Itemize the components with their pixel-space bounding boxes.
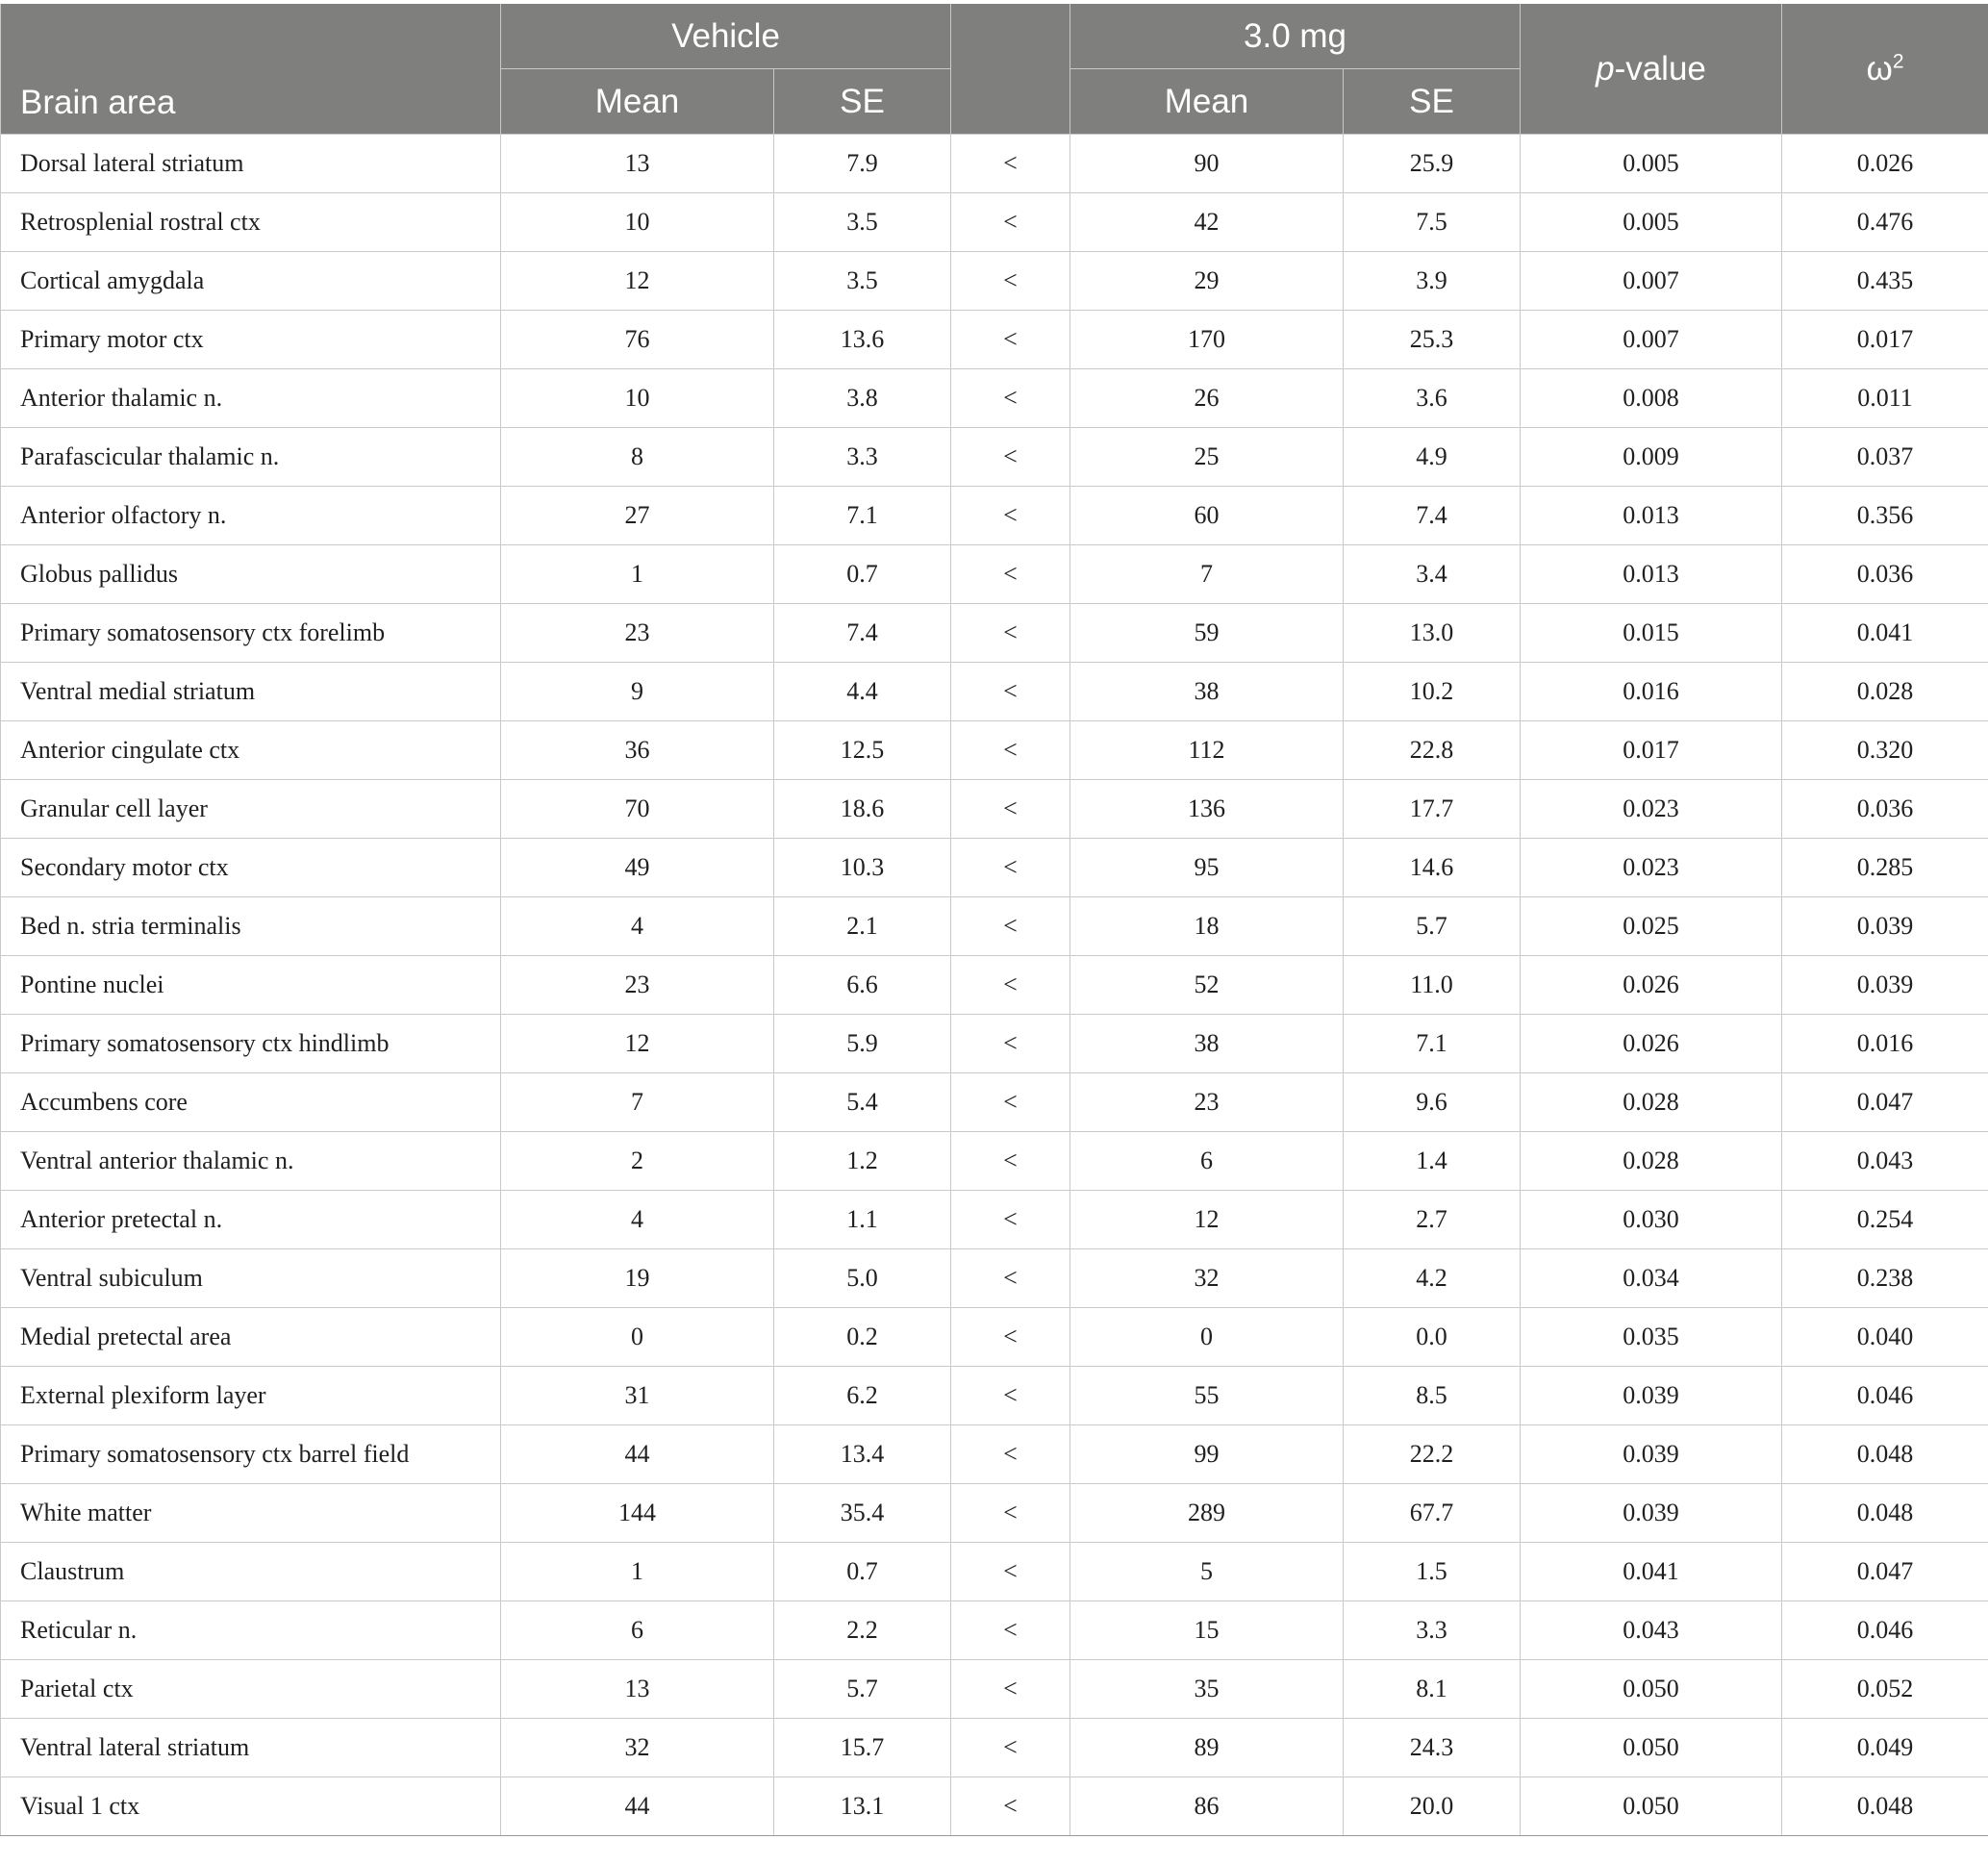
cell-dose-mean: 289	[1070, 1484, 1344, 1543]
table-row	[1, 369, 1988, 428]
cell-dose-mean: 35	[1070, 1660, 1344, 1719]
cell-brain-area: Ventral subiculum	[1, 1249, 501, 1308]
cell-comparison: <	[951, 1367, 1070, 1425]
table-row	[1, 1073, 1988, 1132]
cell-brain-area: Secondary motor ctx	[1, 839, 501, 897]
table-row	[1, 1484, 1988, 1543]
cell-dose-mean: 32	[1070, 1249, 1344, 1308]
cell-dose-mean: 136	[1070, 780, 1344, 839]
cell-omega-squared: 0.017	[1782, 311, 1988, 369]
cell-vehicle-se: 12.5	[774, 721, 951, 780]
cell-dose-mean: 6	[1070, 1132, 1344, 1191]
cell-vehicle-mean: 31	[501, 1367, 774, 1425]
header-omega-squared	[1782, 4, 1988, 135]
cell-dose-se: 8.1	[1344, 1660, 1521, 1719]
cell-vehicle-mean: 4	[501, 897, 774, 956]
header-brain-area: Brain area	[1, 4, 501, 135]
cell-omega-squared: 0.043	[1782, 1132, 1988, 1191]
table-row	[1, 1543, 1988, 1601]
cell-vehicle-mean: 23	[501, 956, 774, 1015]
table-row	[1, 780, 1988, 839]
table-row	[1, 1191, 1988, 1249]
cell-vehicle-se: 15.7	[774, 1719, 951, 1777]
cell-dose-mean: 12	[1070, 1191, 1344, 1249]
brain-area-results-table	[0, 4, 1988, 1836]
cell-omega-squared: 0.039	[1782, 897, 1988, 956]
cell-vehicle-mean: 12	[501, 1015, 774, 1073]
table-row	[1, 1249, 1988, 1308]
cell-dose-mean: 90	[1070, 135, 1344, 193]
cell-dose-se: 7.1	[1344, 1015, 1521, 1073]
cell-dose-se: 4.2	[1344, 1249, 1521, 1308]
cell-omega-squared: 0.047	[1782, 1073, 1988, 1132]
cell-brain-area: Primary somatosensory ctx barrel field	[1, 1425, 501, 1484]
cell-p-value: 0.034	[1521, 1249, 1782, 1308]
cell-vehicle-mean: 0	[501, 1308, 774, 1367]
cell-omega-squared: 0.028	[1782, 663, 1988, 721]
cell-vehicle-mean: 13	[501, 135, 774, 193]
cell-p-value: 0.005	[1521, 135, 1782, 193]
cell-dose-mean: 86	[1070, 1777, 1344, 1836]
cell-omega-squared: 0.011	[1782, 369, 1988, 428]
cell-vehicle-se: 5.7	[774, 1660, 951, 1719]
table-row	[1, 897, 1988, 956]
table-row	[1, 1367, 1988, 1425]
cell-omega-squared: 0.435	[1782, 252, 1988, 311]
table-row	[1, 663, 1988, 721]
cell-brain-area: White matter	[1, 1484, 501, 1543]
table-row	[1, 1719, 1988, 1777]
cell-p-value: 0.009	[1521, 428, 1782, 487]
cell-comparison: <	[951, 193, 1070, 252]
cell-vehicle-se: 0.2	[774, 1308, 951, 1367]
cell-vehicle-mean: 144	[501, 1484, 774, 1543]
cell-omega-squared: 0.037	[1782, 428, 1988, 487]
cell-brain-area: Visual 1 ctx	[1, 1777, 501, 1836]
cell-dose-mean: 59	[1070, 604, 1344, 663]
table-row	[1, 545, 1988, 604]
cell-omega-squared: 0.048	[1782, 1425, 1988, 1484]
table-row	[1, 1132, 1988, 1191]
cell-dose-se: 24.3	[1344, 1719, 1521, 1777]
cell-p-value: 0.028	[1521, 1073, 1782, 1132]
table-row	[1, 1660, 1988, 1719]
cell-omega-squared: 0.047	[1782, 1543, 1988, 1601]
cell-comparison: <	[951, 1719, 1070, 1777]
cell-vehicle-se: 1.1	[774, 1191, 951, 1249]
cell-comparison: <	[951, 1425, 1070, 1484]
cell-brain-area: Pontine nuclei	[1, 956, 501, 1015]
cell-dose-mean: 18	[1070, 897, 1344, 956]
table-row	[1, 956, 1988, 1015]
header-group-vehicle: Vehicle	[501, 4, 951, 69]
cell-p-value: 0.030	[1521, 1191, 1782, 1249]
cell-comparison: <	[951, 1308, 1070, 1367]
cell-vehicle-se: 2.1	[774, 897, 951, 956]
cell-comparison: <	[951, 545, 1070, 604]
cell-omega-squared: 0.039	[1782, 956, 1988, 1015]
table-header	[1, 4, 1988, 135]
cell-p-value: 0.007	[1521, 252, 1782, 311]
header-group-dose: 3.0 mg	[1070, 4, 1521, 69]
cell-dose-se: 2.7	[1344, 1191, 1521, 1249]
cell-dose-se: 22.2	[1344, 1425, 1521, 1484]
table-row	[1, 1015, 1988, 1073]
cell-p-value: 0.008	[1521, 369, 1782, 428]
cell-dose-mean: 60	[1070, 487, 1344, 545]
cell-dose-se: 8.5	[1344, 1367, 1521, 1425]
cell-p-value: 0.007	[1521, 311, 1782, 369]
cell-dose-se: 17.7	[1344, 780, 1521, 839]
table-body	[1, 135, 1988, 1836]
cell-vehicle-se: 7.4	[774, 604, 951, 663]
cell-omega-squared: 0.041	[1782, 604, 1988, 663]
cell-omega-squared: 0.046	[1782, 1367, 1988, 1425]
cell-dose-se: 4.9	[1344, 428, 1521, 487]
header-comparison-blank	[951, 4, 1070, 135]
table-row	[1, 604, 1988, 663]
cell-dose-mean: 26	[1070, 369, 1344, 428]
cell-vehicle-mean: 27	[501, 487, 774, 545]
cell-comparison: <	[951, 135, 1070, 193]
table-row	[1, 721, 1988, 780]
cell-brain-area: Primary somatosensory ctx forelimb	[1, 604, 501, 663]
table-row	[1, 1308, 1988, 1367]
cell-p-value: 0.017	[1521, 721, 1782, 780]
cell-dose-mean: 5	[1070, 1543, 1344, 1601]
cell-vehicle-se: 5.4	[774, 1073, 951, 1132]
cell-comparison: <	[951, 956, 1070, 1015]
cell-dose-mean: 7	[1070, 545, 1344, 604]
cell-p-value: 0.043	[1521, 1601, 1782, 1660]
cell-vehicle-mean: 10	[501, 193, 774, 252]
cell-omega-squared: 0.356	[1782, 487, 1988, 545]
cell-vehicle-mean: 9	[501, 663, 774, 721]
cell-p-value: 0.023	[1521, 780, 1782, 839]
cell-brain-area: Anterior cingulate ctx	[1, 721, 501, 780]
cell-dose-se: 13.0	[1344, 604, 1521, 663]
cell-dose-se: 1.4	[1344, 1132, 1521, 1191]
cell-brain-area: Retrosplenial rostral ctx	[1, 193, 501, 252]
cell-brain-area: Cortical amygdala	[1, 252, 501, 311]
cell-vehicle-se: 6.6	[774, 956, 951, 1015]
cell-dose-se: 25.3	[1344, 311, 1521, 369]
cell-p-value: 0.039	[1521, 1367, 1782, 1425]
cell-brain-area: Anterior thalamic n.	[1, 369, 501, 428]
cell-omega-squared: 0.238	[1782, 1249, 1988, 1308]
cell-dose-mean: 89	[1070, 1719, 1344, 1777]
table-row	[1, 252, 1988, 311]
cell-vehicle-se: 18.6	[774, 780, 951, 839]
cell-p-value: 0.028	[1521, 1132, 1782, 1191]
cell-dose-se: 3.3	[1344, 1601, 1521, 1660]
cell-p-value: 0.013	[1521, 487, 1782, 545]
cell-comparison: <	[951, 1660, 1070, 1719]
cell-dose-se: 5.7	[1344, 897, 1521, 956]
cell-omega-squared: 0.040	[1782, 1308, 1988, 1367]
cell-comparison: <	[951, 1073, 1070, 1132]
cell-p-value: 0.015	[1521, 604, 1782, 663]
cell-dose-mean: 95	[1070, 839, 1344, 897]
header-p-value	[1521, 4, 1782, 135]
cell-brain-area: Accumbens core	[1, 1073, 501, 1132]
cell-vehicle-mean: 76	[501, 311, 774, 369]
cell-omega-squared: 0.052	[1782, 1660, 1988, 1719]
cell-omega-squared: 0.476	[1782, 193, 1988, 252]
cell-dose-mean: 112	[1070, 721, 1344, 780]
cell-omega-squared: 0.048	[1782, 1777, 1988, 1836]
cell-vehicle-se: 35.4	[774, 1484, 951, 1543]
cell-comparison: <	[951, 1015, 1070, 1073]
cell-omega-squared: 0.026	[1782, 135, 1988, 193]
header-dose-mean: Mean	[1070, 69, 1344, 135]
results-table-container	[0, 4, 1988, 1836]
cell-dose-se: 7.4	[1344, 487, 1521, 545]
cell-brain-area: Bed n. stria terminalis	[1, 897, 501, 956]
cell-vehicle-se: 5.0	[774, 1249, 951, 1308]
cell-dose-se: 10.2	[1344, 663, 1521, 721]
cell-dose-se: 3.9	[1344, 252, 1521, 311]
table-row	[1, 193, 1988, 252]
cell-vehicle-mean: 2	[501, 1132, 774, 1191]
cell-p-value: 0.005	[1521, 193, 1782, 252]
cell-vehicle-se: 5.9	[774, 1015, 951, 1073]
cell-comparison: <	[951, 839, 1070, 897]
cell-dose-se: 9.6	[1344, 1073, 1521, 1132]
cell-comparison: <	[951, 897, 1070, 956]
cell-omega-squared: 0.036	[1782, 545, 1988, 604]
cell-comparison: <	[951, 369, 1070, 428]
cell-dose-se: 3.4	[1344, 545, 1521, 604]
cell-p-value: 0.026	[1521, 1015, 1782, 1073]
cell-dose-mean: 52	[1070, 956, 1344, 1015]
cell-vehicle-mean: 23	[501, 604, 774, 663]
cell-comparison: <	[951, 1249, 1070, 1308]
cell-comparison: <	[951, 487, 1070, 545]
cell-comparison: <	[951, 311, 1070, 369]
cell-vehicle-mean: 13	[501, 1660, 774, 1719]
cell-p-value: 0.016	[1521, 663, 1782, 721]
cell-omega-squared: 0.049	[1782, 1719, 1988, 1777]
header-row-groups	[1, 4, 1988, 69]
cell-dose-mean: 0	[1070, 1308, 1344, 1367]
cell-comparison: <	[951, 1601, 1070, 1660]
cell-brain-area: Medial pretectal area	[1, 1308, 501, 1367]
cell-vehicle-mean: 19	[501, 1249, 774, 1308]
cell-dose-mean: 23	[1070, 1073, 1344, 1132]
cell-brain-area: Ventral medial striatum	[1, 663, 501, 721]
cell-vehicle-mean: 7	[501, 1073, 774, 1132]
cell-vehicle-se: 3.3	[774, 428, 951, 487]
cell-brain-area: Granular cell layer	[1, 780, 501, 839]
cell-vehicle-se: 13.4	[774, 1425, 951, 1484]
header-omega-base: ω	[1866, 49, 1893, 88]
cell-vehicle-mean: 32	[501, 1719, 774, 1777]
cell-vehicle-se: 2.2	[774, 1601, 951, 1660]
cell-vehicle-se: 7.9	[774, 135, 951, 193]
cell-vehicle-mean: 70	[501, 780, 774, 839]
cell-brain-area: Parietal ctx	[1, 1660, 501, 1719]
cell-brain-area: Anterior pretectal n.	[1, 1191, 501, 1249]
header-p-rest: -value	[1614, 49, 1706, 88]
cell-vehicle-se: 13.6	[774, 311, 951, 369]
cell-dose-se: 7.5	[1344, 193, 1521, 252]
table-row	[1, 311, 1988, 369]
cell-p-value: 0.035	[1521, 1308, 1782, 1367]
cell-p-value: 0.039	[1521, 1484, 1782, 1543]
cell-vehicle-se: 3.5	[774, 252, 951, 311]
table-row	[1, 428, 1988, 487]
cell-vehicle-se: 0.7	[774, 1543, 951, 1601]
header-vehicle-mean: Mean	[501, 69, 774, 135]
cell-vehicle-mean: 36	[501, 721, 774, 780]
cell-brain-area: Claustrum	[1, 1543, 501, 1601]
cell-vehicle-se: 1.2	[774, 1132, 951, 1191]
cell-omega-squared: 0.036	[1782, 780, 1988, 839]
cell-vehicle-mean: 1	[501, 545, 774, 604]
cell-comparison: <	[951, 1484, 1070, 1543]
cell-dose-se: 67.7	[1344, 1484, 1521, 1543]
cell-vehicle-se: 4.4	[774, 663, 951, 721]
cell-dose-se: 3.6	[1344, 369, 1521, 428]
cell-omega-squared: 0.254	[1782, 1191, 1988, 1249]
cell-vehicle-se: 0.7	[774, 545, 951, 604]
table-row	[1, 839, 1988, 897]
cell-omega-squared: 0.285	[1782, 839, 1988, 897]
cell-comparison: <	[951, 1543, 1070, 1601]
cell-omega-squared: 0.016	[1782, 1015, 1988, 1073]
cell-omega-squared: 0.048	[1782, 1484, 1988, 1543]
cell-vehicle-se: 13.1	[774, 1777, 951, 1836]
cell-comparison: <	[951, 780, 1070, 839]
cell-comparison: <	[951, 428, 1070, 487]
cell-brain-area: Parafascicular thalamic n.	[1, 428, 501, 487]
cell-vehicle-mean: 6	[501, 1601, 774, 1660]
cell-brain-area: Ventral anterior thalamic n.	[1, 1132, 501, 1191]
cell-comparison: <	[951, 1191, 1070, 1249]
header-p-italic: p	[1596, 49, 1615, 88]
cell-dose-se: 0.0	[1344, 1308, 1521, 1367]
cell-vehicle-mean: 8	[501, 428, 774, 487]
cell-dose-mean: 29	[1070, 252, 1344, 311]
table-row	[1, 1601, 1988, 1660]
cell-brain-area: External plexiform layer	[1, 1367, 501, 1425]
cell-p-value: 0.023	[1521, 839, 1782, 897]
cell-dose-se: 20.0	[1344, 1777, 1521, 1836]
cell-p-value: 0.050	[1521, 1660, 1782, 1719]
cell-omega-squared: 0.046	[1782, 1601, 1988, 1660]
cell-vehicle-mean: 49	[501, 839, 774, 897]
cell-brain-area: Globus pallidus	[1, 545, 501, 604]
cell-p-value: 0.025	[1521, 897, 1782, 956]
table-row	[1, 487, 1988, 545]
cell-brain-area: Ventral lateral striatum	[1, 1719, 501, 1777]
table-row	[1, 1425, 1988, 1484]
header-omega-sup: 2	[1892, 49, 1904, 72]
cell-omega-squared: 0.320	[1782, 721, 1988, 780]
cell-vehicle-se: 10.3	[774, 839, 951, 897]
cell-dose-mean: 42	[1070, 193, 1344, 252]
cell-dose-mean: 55	[1070, 1367, 1344, 1425]
cell-p-value: 0.050	[1521, 1719, 1782, 1777]
cell-p-value: 0.050	[1521, 1777, 1782, 1836]
cell-vehicle-mean: 1	[501, 1543, 774, 1601]
cell-brain-area: Dorsal lateral striatum	[1, 135, 501, 193]
cell-vehicle-se: 7.1	[774, 487, 951, 545]
cell-vehicle-se: 6.2	[774, 1367, 951, 1425]
cell-vehicle-mean: 44	[501, 1777, 774, 1836]
cell-vehicle-mean: 12	[501, 252, 774, 311]
header-vehicle-se: SE	[774, 69, 951, 135]
cell-dose-mean: 38	[1070, 663, 1344, 721]
cell-brain-area: Primary somatosensory ctx hindlimb	[1, 1015, 501, 1073]
table-row	[1, 1777, 1988, 1836]
cell-dose-mean: 170	[1070, 311, 1344, 369]
cell-comparison: <	[951, 1132, 1070, 1191]
cell-vehicle-mean: 44	[501, 1425, 774, 1484]
cell-vehicle-mean: 10	[501, 369, 774, 428]
cell-dose-mean: 25	[1070, 428, 1344, 487]
cell-dose-se: 25.9	[1344, 135, 1521, 193]
cell-dose-se: 1.5	[1344, 1543, 1521, 1601]
cell-comparison: <	[951, 252, 1070, 311]
cell-p-value: 0.041	[1521, 1543, 1782, 1601]
cell-comparison: <	[951, 604, 1070, 663]
cell-dose-mean: 99	[1070, 1425, 1344, 1484]
cell-comparison: <	[951, 721, 1070, 780]
cell-vehicle-se: 3.5	[774, 193, 951, 252]
cell-dose-se: 11.0	[1344, 956, 1521, 1015]
cell-dose-mean: 15	[1070, 1601, 1344, 1660]
cell-dose-mean: 38	[1070, 1015, 1344, 1073]
cell-comparison: <	[951, 1777, 1070, 1836]
cell-dose-se: 22.8	[1344, 721, 1521, 780]
header-dose-se: SE	[1344, 69, 1521, 135]
cell-vehicle-se: 3.8	[774, 369, 951, 428]
cell-p-value: 0.026	[1521, 956, 1782, 1015]
cell-brain-area: Primary motor ctx	[1, 311, 501, 369]
cell-comparison: <	[951, 663, 1070, 721]
cell-p-value: 0.039	[1521, 1425, 1782, 1484]
cell-brain-area: Anterior olfactory n.	[1, 487, 501, 545]
cell-p-value: 0.013	[1521, 545, 1782, 604]
table-row	[1, 135, 1988, 193]
cell-brain-area: Reticular n.	[1, 1601, 501, 1660]
cell-dose-se: 14.6	[1344, 839, 1521, 897]
cell-vehicle-mean: 4	[501, 1191, 774, 1249]
